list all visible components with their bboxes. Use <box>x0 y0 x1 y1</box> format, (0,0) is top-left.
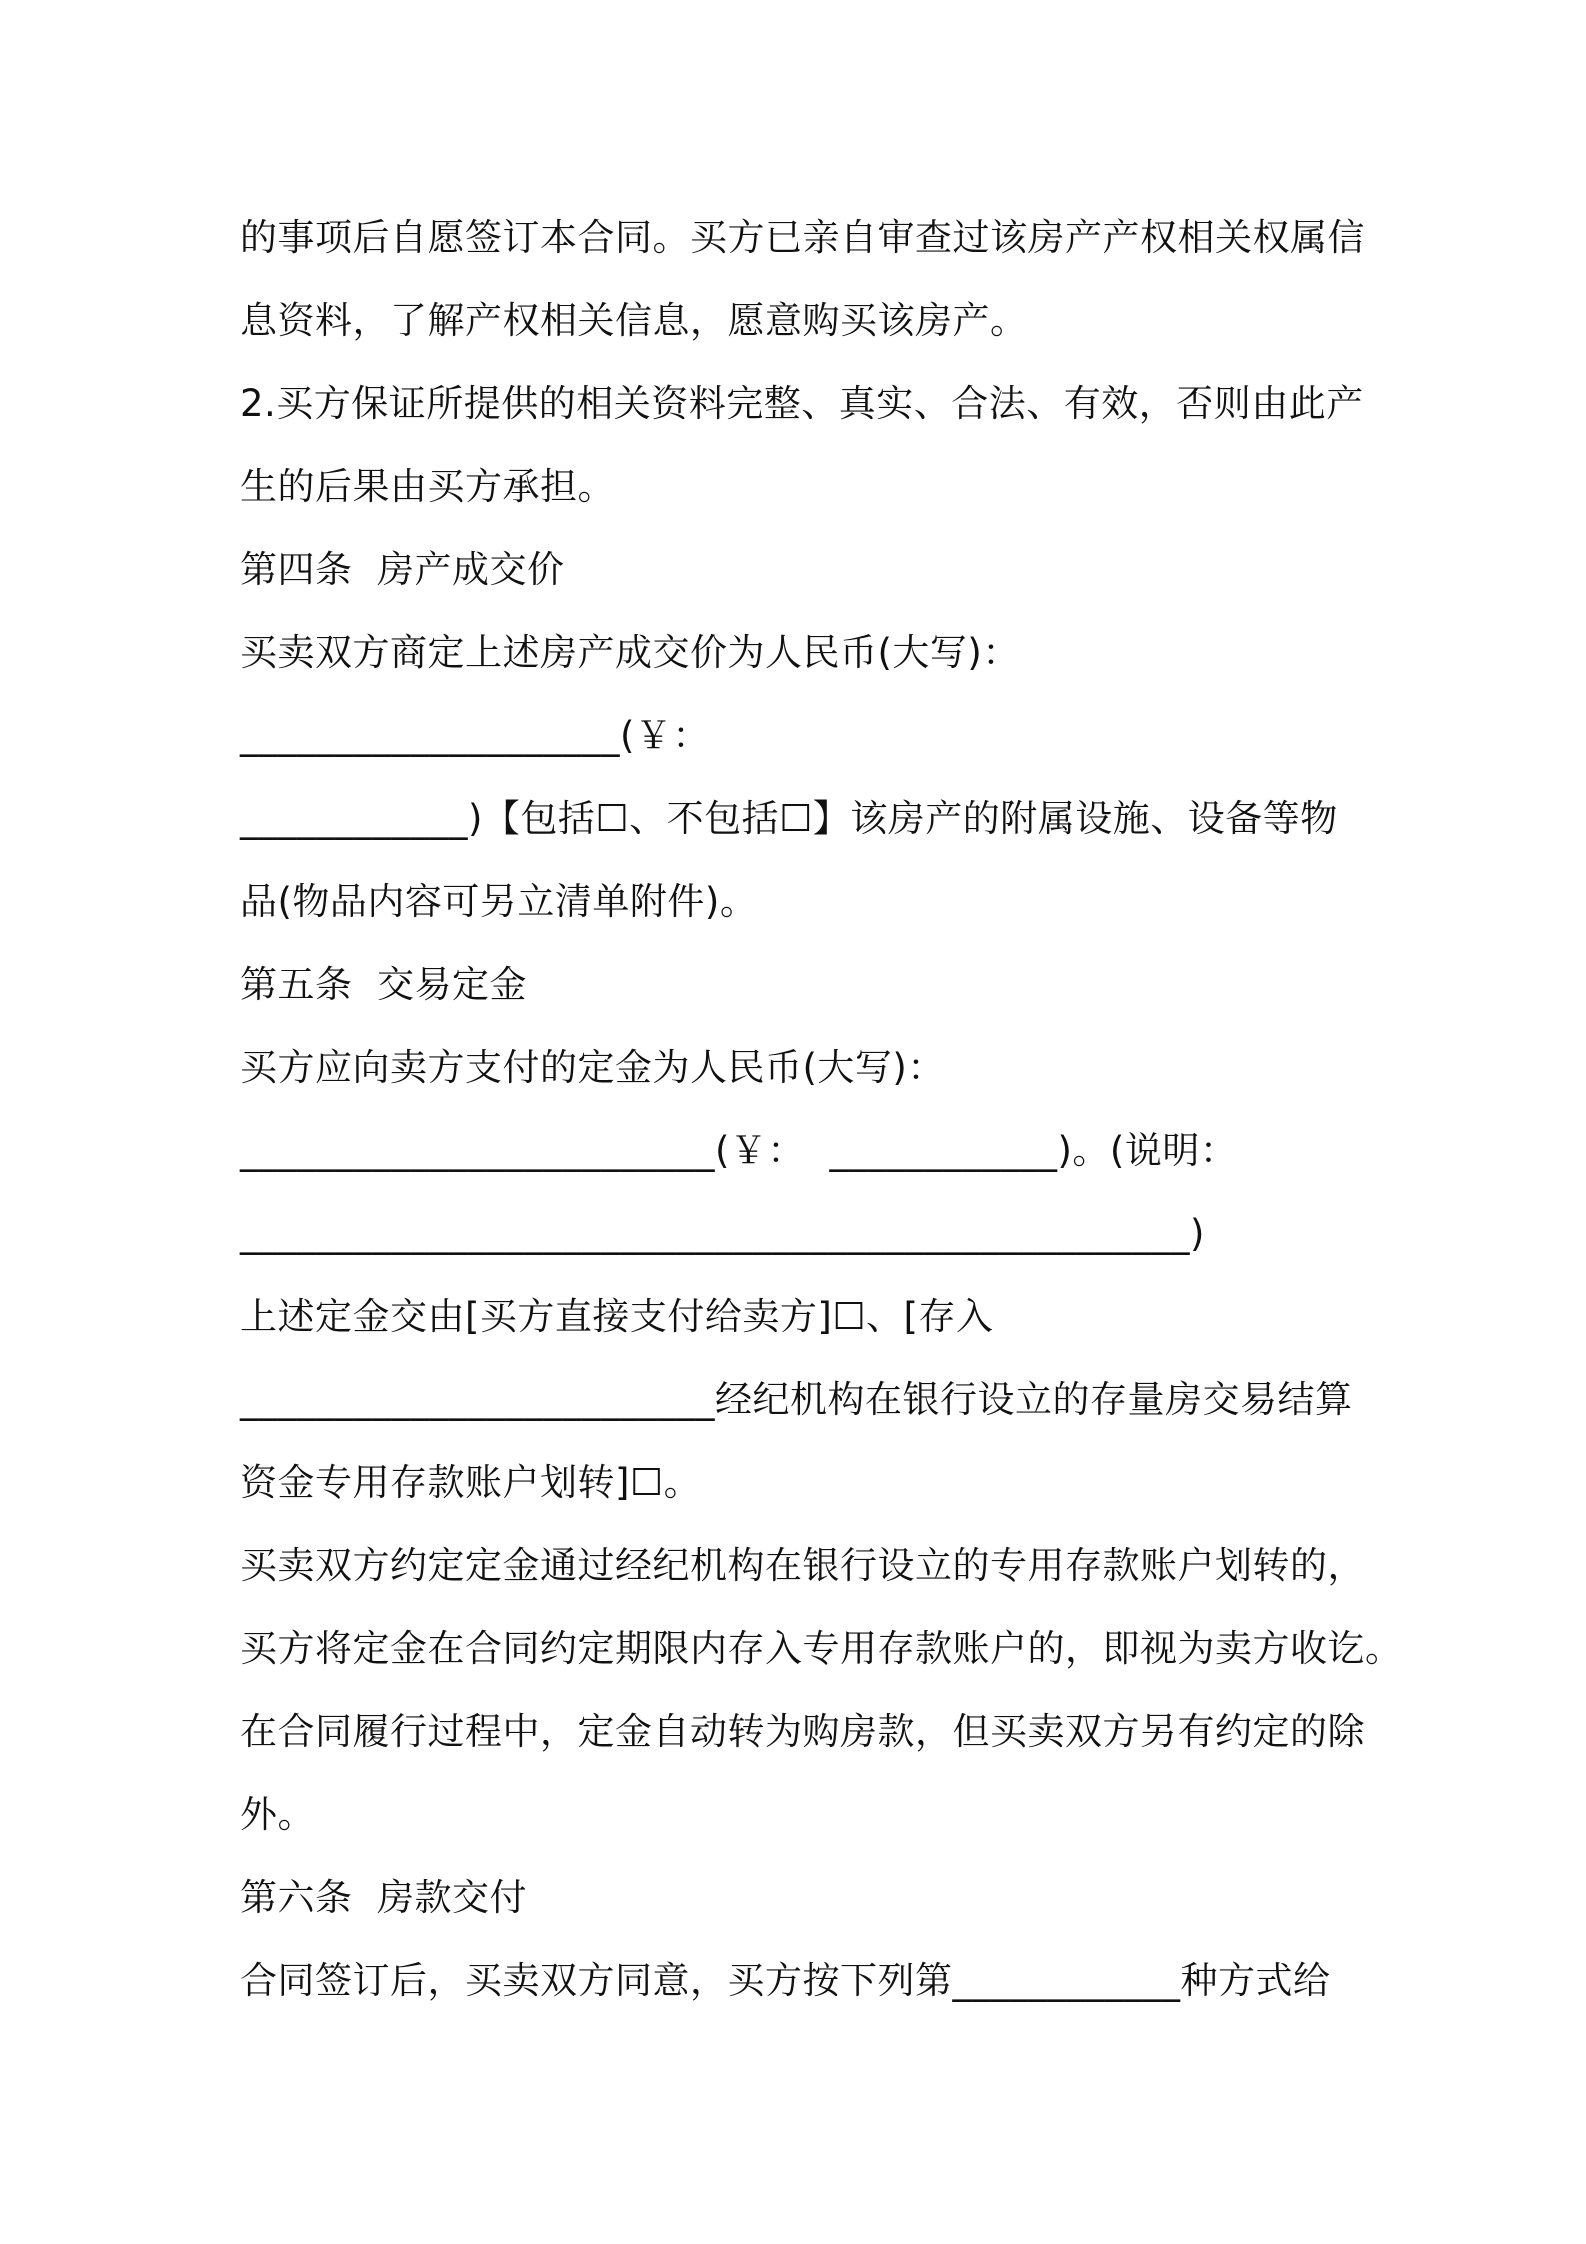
text-line: ____________)【包括☐、不包括☐】该房产的附属设施、设备等物 <box>240 797 1338 840</box>
text-line: 生的后果由买方承担。 <box>240 465 615 508</box>
text-line: 品(物品内容可另立清单附件)。 <box>240 880 758 923</box>
price-blank-line: ____________________(￥： <box>240 714 710 757</box>
text-line: 上述定金交由[买方直接支付给卖方]☐、[存入 <box>240 1295 994 1338</box>
text-line: 资金专用存款账户划转]☐。 <box>240 1461 702 1504</box>
text-line: 买卖双方商定上述房产成交价为人民币(大写)： <box>240 631 1020 674</box>
note-blank-line: __________________________________________________) <box>240 1212 1205 1255</box>
section-heading-article-5: 第五条 交易定金 <box>240 963 528 1006</box>
deposit-blank-line: _________________________(￥： ____________)。(说明： <box>240 1129 1238 1172</box>
text-line: 买方应向卖方支付的定金为人民币(大写)： <box>240 1046 945 1089</box>
text-line: 的事项后自愿签订本合同。买方已亲自审查过该房产产权相关权属信 <box>240 216 1365 259</box>
text-line: 合同签订后，买卖双方同意，买方按下列第____________种方式给 <box>240 1959 1331 2002</box>
contract-body <box>240 196 1403 2022</box>
section-heading-article-6: 第六条 房款交付 <box>240 1876 528 1919</box>
text-line: 买方将定金在合同约定期限内存入专用存款账户的，即视为卖方收讫。 <box>240 1627 1403 1670</box>
text-line: _________________________经纪机构在银行设立的存量房交易结算 <box>240 1378 1353 1421</box>
text-line: 2.买方保证所提供的相关资料完整、真实、合法、有效，否则由此产 <box>240 382 1364 425</box>
section-heading-article-4: 第四条 房产成交价 <box>240 548 565 591</box>
text-line: 息资料，了解产权相关信息，愿意购买该房产。 <box>240 299 1028 342</box>
text-line: 买卖双方约定定金通过经纪机构在银行设立的专用存款账户划转的， <box>240 1544 1365 1587</box>
text-line: 外。 <box>240 1793 315 1836</box>
text-line: 在合同履行过程中，定金自动转为购房款，但买卖双方另有约定的除 <box>240 1710 1365 1753</box>
